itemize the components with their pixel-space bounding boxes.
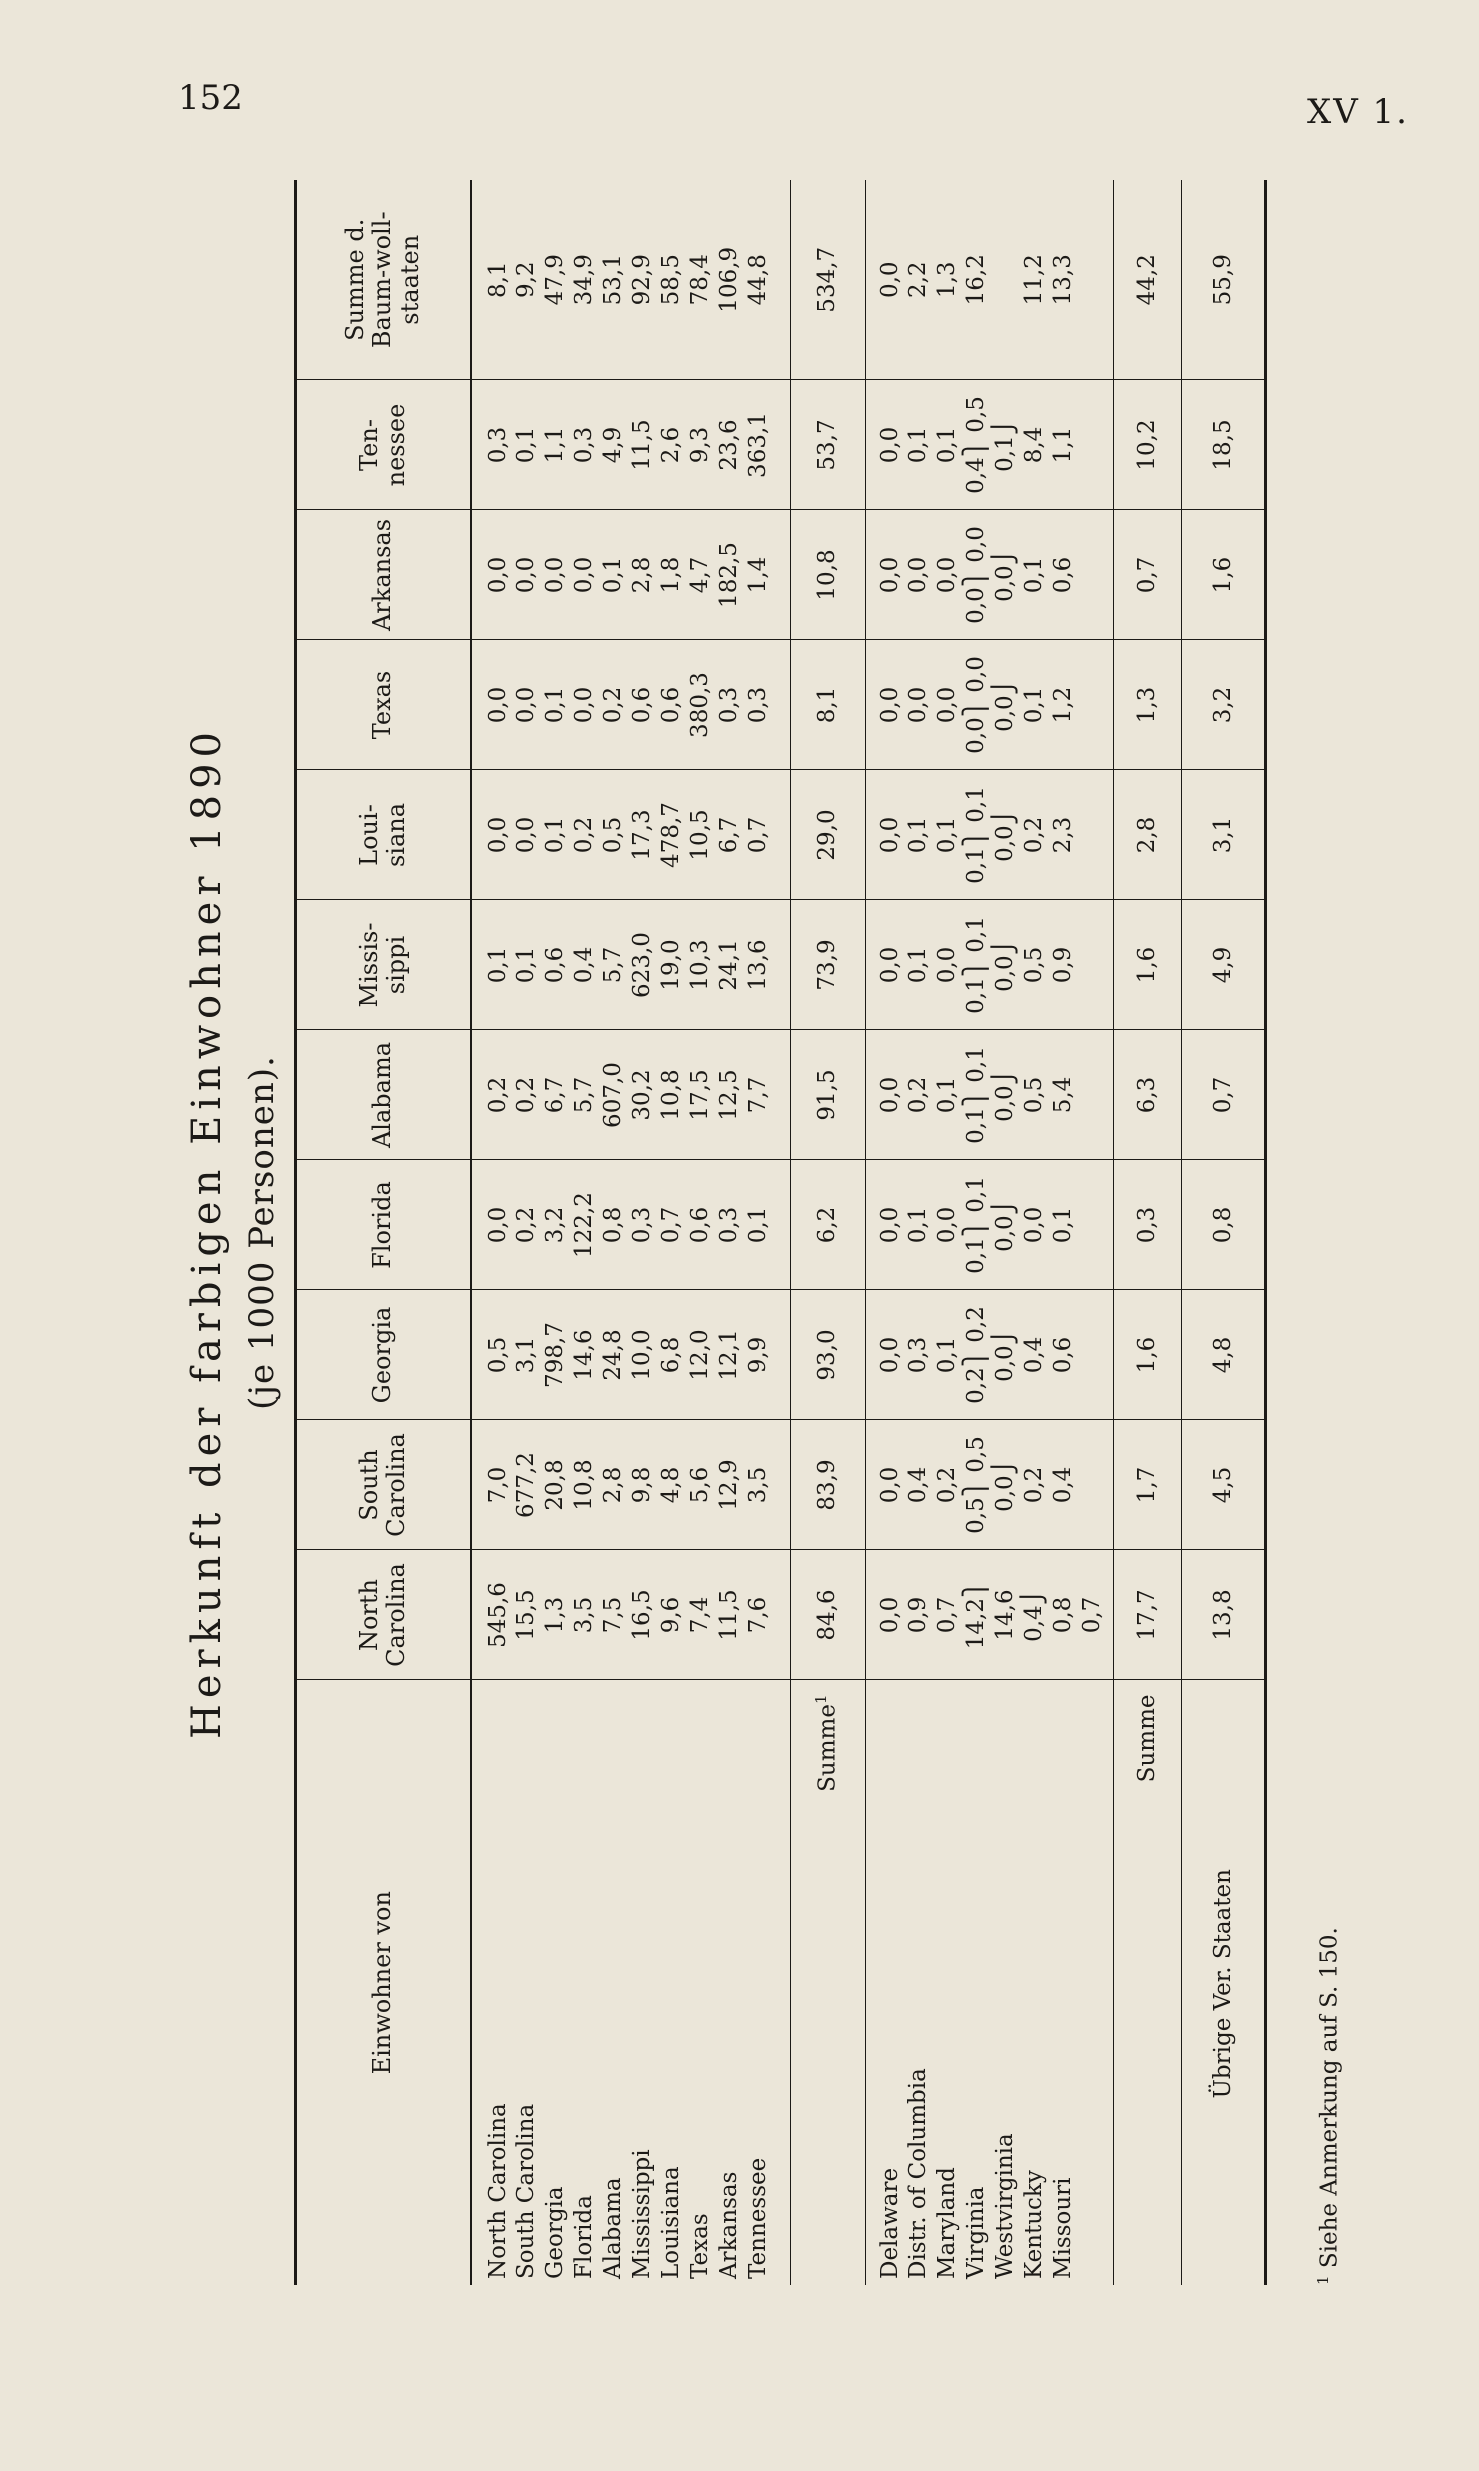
- data-cell: 0,0 0,4 0,2 0,5⎫ 0,5 0,0⎭ 0,2 0,4: [865, 1420, 1114, 1550]
- header-cell: Summe d. Baum-woll-staaten: [296, 180, 471, 380]
- data-cell: 29,0: [790, 770, 865, 900]
- data-cell: 0,1 0,1 0,6 0,4 5,7 623,0 19,0 10,3 24,1 13,6: [471, 900, 791, 1030]
- data-cell: 1,6: [1182, 510, 1266, 640]
- data-cell: 0,7: [1114, 510, 1182, 640]
- table-row-summe-1: [790, 180, 865, 2285]
- header-cell: North Carolina: [296, 1550, 471, 1680]
- data-cell: 0,0 0,1 0,1 0,1⎫ 0,1 0,0⎭ 0,2 2,3: [865, 770, 1114, 900]
- header-cell: Arkansas: [296, 510, 471, 640]
- data-cell: 6,3: [1114, 1030, 1182, 1160]
- data-cell: 2,8: [1114, 770, 1182, 900]
- data-cell: 0,0 0,0 0,0 0,0 0,1 2,8 1,8 4,7 182,5 1,4: [471, 510, 791, 640]
- data-cell: 8,1: [790, 640, 865, 770]
- data-cell: 0,0 0,2 3,2 122,2 0,8 0,3 0,7 0,6 0,3 0,1: [471, 1160, 791, 1290]
- data-cell: 0,3: [1114, 1160, 1182, 1290]
- data-cell: 0,0 0,0 0,1 0,0 0,2 0,6 0,6 380,3 0,3 0,3: [471, 640, 791, 770]
- row-label-summe: Summe: [1114, 1680, 1182, 2285]
- data-cell: 10,8: [790, 510, 865, 640]
- data-cell: 0,0 0,1 0,1 0,4⎫ 0,5 0,1⎭ 8,4 1,1: [865, 380, 1114, 510]
- rotated-table-block: [184, 180, 1344, 2285]
- data-cell: 0,0 2,2 1,3 16,2 11,2 13,3: [865, 180, 1114, 380]
- data-cell: 91,5: [790, 1030, 865, 1160]
- data-cell: 0,5 3,1 798,7 14,6 24,8 10,0 6,8 12,0 12,1 9,9: [471, 1290, 791, 1420]
- row-labels-group2: Delaware Distr. of Columbia Maryland Virginia Westvirginia Kentucky Missouri: [865, 1680, 1114, 2285]
- data-cell: 18,5: [1182, 380, 1266, 510]
- header-cell: Georgia: [296, 1290, 471, 1420]
- origin-table: [294, 180, 1267, 2285]
- data-cell: 0,0 0,2 0,1 0,1⎫ 0,1 0,0⎭ 0,5 5,4: [865, 1030, 1114, 1160]
- data-cell: 0,0 0,9 0,7 14,2⎫ 14,6 0,4⎭ 0,8 0,7: [865, 1550, 1114, 1680]
- header-cell: Florida: [296, 1160, 471, 1290]
- data-cell: 84,6: [790, 1550, 865, 1680]
- table-subtitle: (je 1000 Personen).: [242, 1055, 282, 1410]
- data-cell: 1,7: [1114, 1420, 1182, 1550]
- table-row-uebrige: [1182, 180, 1266, 2285]
- data-cell: 7,0 677,2 20,8 10,8 2,8 9,8 4,8 5,6 12,9 3,5: [471, 1420, 791, 1550]
- footnote: $^1$ Siehe Anmerkung auf S. 150.: [1314, 1927, 1343, 2285]
- data-cell: 534,7: [790, 180, 865, 380]
- header-cell: South Carolina: [296, 1420, 471, 1550]
- data-cell: 0,2 0,2 6,7 5,7 607,0 30,2 10,8 17,5 12,5 7,7: [471, 1030, 791, 1160]
- data-cell: 1,6: [1114, 1290, 1182, 1420]
- data-cell: 53,7: [790, 380, 865, 510]
- header-cell: Alabama: [296, 1030, 471, 1160]
- header-cell: Einwohner von: [296, 1680, 471, 2285]
- data-cell: 0,0 0,3 0,1 0,2⎫ 0,2 0,0⎭ 0,4 0,6: [865, 1290, 1114, 1420]
- data-cell: 0,0 0,1 0,0 0,1⎫ 0,1 0,0⎭ 0,0 0,1: [865, 1160, 1114, 1290]
- table-row-summe-2: [1114, 180, 1182, 2285]
- data-cell: 55,9: [1182, 180, 1266, 380]
- footnote-mark: 1: [812, 1694, 831, 1705]
- data-cell: 4,5: [1182, 1420, 1266, 1550]
- data-cell: 4,8: [1182, 1290, 1266, 1420]
- data-cell: 93,0: [790, 1290, 865, 1420]
- data-cell: 0,3 0,1 1,1 0,3 4,9 11,5 2,6 9,3 23,6 363,1: [471, 380, 791, 510]
- data-cell: 1,3: [1114, 640, 1182, 770]
- data-cell: 1,6: [1114, 900, 1182, 1030]
- header-cell: Ten-nessee: [296, 380, 471, 510]
- data-cell: 3,2: [1182, 640, 1266, 770]
- table-title: Herkunft der farbigen Einwohner 1890: [184, 726, 230, 1739]
- data-cell: 6,2: [790, 1160, 865, 1290]
- data-cell: 0,0 0,1 0,0 0,1⎫ 0,1 0,0⎭ 0,5 0,9: [865, 900, 1114, 1030]
- page-number: 152: [178, 78, 243, 118]
- row-labels-group1: North Carolina South Carolina Georgia Florida Alabama Mississippi Louisiana Texas Arkansas Tennessee: [484, 2103, 772, 2279]
- header-cell: Missis-sippi: [296, 900, 471, 1030]
- data-cell: 10,2: [1114, 380, 1182, 510]
- data-cell: 17,7: [1114, 1550, 1182, 1680]
- data-cell: 8,1 9,2 47,9 34,9 53,1 92,9 58,5 78,4 106,9 44,8: [471, 180, 791, 380]
- header-row: [296, 180, 471, 2285]
- data-cell: 0,7: [1182, 1030, 1266, 1160]
- data-cell: 44,2: [1114, 180, 1182, 380]
- data-cell: 4,9: [1182, 900, 1266, 1030]
- table-row-cotton-states: [471, 180, 791, 2285]
- data-cell: 0,8: [1182, 1160, 1266, 1290]
- data-cell: 0,0 0,0 0,0 0,0⎫ 0,0 0,0⎭ 0,1 0,6: [865, 510, 1114, 640]
- data-cell: 545,6 15,5 1,3 3,5 7,5 16,5 9,6 7,4 11,5 7,6: [471, 1550, 791, 1680]
- table-row-other-states: [865, 180, 1114, 2285]
- section-mark: XV 1.: [1306, 92, 1409, 132]
- data-cell: 0,0 0,0 0,1 0,2 0,5 17,3 478,7 10,5 6,7 0,7: [471, 770, 791, 900]
- row-label-summe: Summe$^1$: [790, 1680, 865, 2285]
- data-cell: 3,1: [1182, 770, 1266, 900]
- row-label-uebrige: Übrige Ver. Staaten: [1182, 1680, 1266, 2285]
- data-cell: 13,8: [1182, 1550, 1266, 1680]
- data-cell: 0,0 0,0 0,0 0,0⎫ 0,0 0,0⎭ 0,1 1,2: [865, 640, 1114, 770]
- header-cell: Loui-siana: [296, 770, 471, 900]
- data-cell: 73,9: [790, 900, 865, 1030]
- data-cell: 83,9: [790, 1420, 865, 1550]
- header-cell: Texas: [296, 640, 471, 770]
